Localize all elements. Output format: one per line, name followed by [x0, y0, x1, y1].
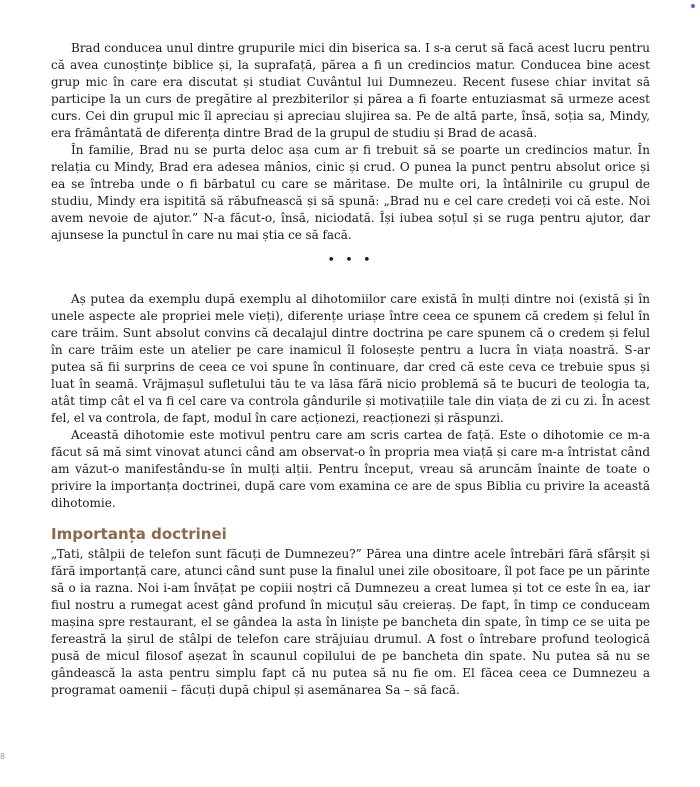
- body-paragraph: „Tati, stâlpii de telefon sunt făcuți de Dumnezeu?” Părea una dintre acele întrebări fără sfârșit și fără importanță care, atunci când sunt puse la finalul unei zile obositoare, îl pot face pe un părinte să o ia razna. Noi i-am învățat pe copiii noștri că Dumnezeu a creat lumea și tot ce este în ea, iar fiul nostru a rumegat acest gând profund în micuțul său creieraș. De fapt, în timp ce conduceam mașina spre restaurant, el se gândea la asta în liniște pe bancheta din spate, în timp ce se uita pe fereastră la șirul de stâlpi de telefon care străjuiau drumul. A fost o întrebare profund teologică pusă de micul filosof așezat în scaunul copilului de pe bancheta din spate. Nu putea să nu se gândească la asta pentru simplu fapt că nu putea să nu fie om. El făcea ceea ce Dumnezeu a programat oamenii – făcuți după chipul și asemănarea Sa – să facă.: [51, 547, 650, 697]
- page-number: 8: [0, 752, 6, 761]
- body-paragraph: În familie, Brad nu se purta deloc așa cum ar fi trebuit să se poarte un credincios matur. În relația cu Mindy, Brad era adesea mânios, cinic și crud. O punea la punct pentru absolut orice și ea se întreba unde o fi bărbatul cu care se măritase. De multe ori, la întâlnirile cu grupul de studiu, Mindy era ispitită să răbufnească și să spună: „Brad nu e cel care credeți voi că este. Noi avem nevoie de ajutor.” N-a făcut-o, însă, niciodată. Își iubea soțul și se ruga pentru ajutor, dar ajunsese la punctul în care nu mai știa ce să facă.: [51, 143, 650, 242]
- section-separator: • • •: [327, 253, 374, 268]
- body-paragraph: Brad conducea unul dintre grupurile mici din biserica sa. I s-a cerut să facă acest lucru pentru că avea cunoștințe biblice și, la suprafață, părea a fi un credincios matur. Conducea bine acest grup mic în care era discutat și studiat Cuvântul lui Dumnezeu. Recent fusese chiar invitat să participe la un curs de pregătire al prezbiterilor și părea a fi foarte entuziasmat să urmeze acest curs. Cei din grupul mic îl apreciau și apreciau slujirea sa. Pe de altă parte, însă, soția sa, Mindy, era frământată de diferența dintre Brad de la grupul de studiu și Brad de acasă.: [51, 41, 650, 140]
- body-paragraph: Această dihotomie este motivul pentru care am scris cartea de față. Este o dihotomie ce m-a făcut să mă simt vinovat atunci când am observat-o în propria mea viață și care m-a întristat când am văzut-o manifestându-se în mulți alții. Pentru început, vreau să aruncăm înainte de toate o privire la importanța doctrinei, după care vom examina ce are de spus Biblia cu privire la această dihotomie.: [51, 428, 650, 510]
- body-paragraph: Aș putea da exemplu după exemplu al dihotomiilor care există în mulți dintre noi (există și în unele aspecte ale propriei mele vieți), diferențe uriașe între ceea ce spunem că credem și felul în care trăim. Sunt absolut convins că decalajul dintre doctrina pe care spunem că o credem și felul în care trăim este un atelier pe care inamicul îl folosește pentru a lucra în viața noastră. S-ar putea să fii surprins de ceea ce voi spune în continuare, dar cred că este ceva ce trebuie spus și luat în seamă. Vrăjmașul sufletului tău te va lăsa fără nicio problemă să te bucuri de teologia ta, atât timp cât el va fi cel care va controla gândurile și motivațiile tale din viața de zi cu zi. În acest fel, el va controla, de fapt, modul în care acționezi, reacționezi și răspunzi.: [51, 292, 650, 425]
- page-content: [51, 40, 650, 699]
- section-heading: Importanța doctrinei: [51, 525, 227, 543]
- corner-dot-icon: [691, 4, 695, 8]
